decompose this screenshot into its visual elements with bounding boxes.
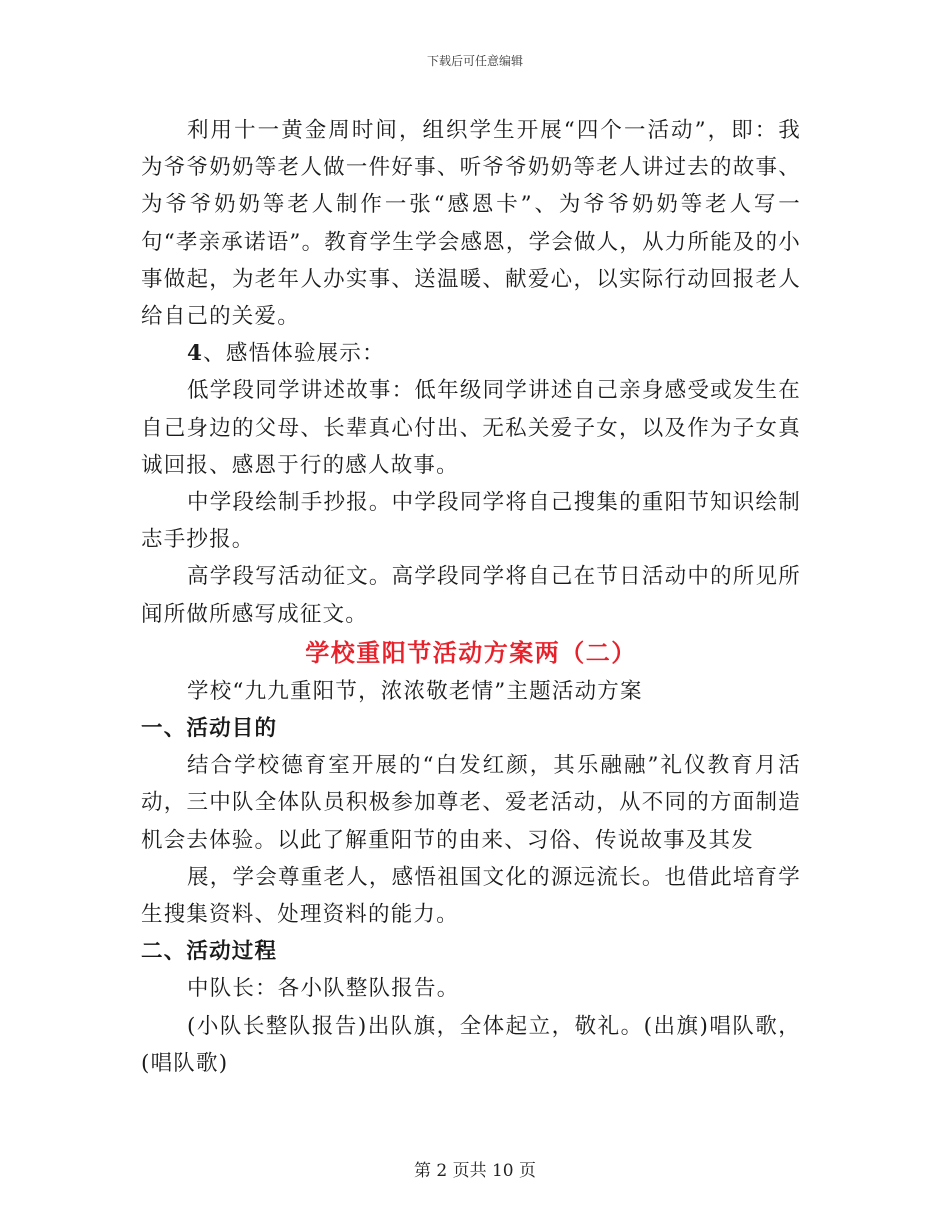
document-title: 学校重阳节活动方案两（二） (305, 637, 637, 667)
paragraph-four-activities: 利用十一黄金周时间，组织学生开展“四个一活动”，即：我为爷爷奶奶等老人做一件好事、听爷爷奶奶等老人讲过去的故事、为爷爷奶奶等老人制作一张“感恩卡”、为爷爷奶奶等老人写一句“孝亲承诺语”。教育学生学会感恩，学会做人，从力所能及的小事做起，为老年人办实事、送温暖、献爱心，以实际行动回报老人给自己的关爱。 (141, 118, 801, 330)
paragraph-low-grade: 低学段同学讲述故事：低年级同学讲述自己亲身感受或发生在自己身边的父母、长辈真心付出、无私关爱子女，以及作为子女真诚回报、感恩于行的感人故事。 (141, 378, 801, 478)
paragraph-theme: 学校“九九重阳节，浓浓敬老情”主题活动方案 (187, 678, 643, 704)
section-heading-4 (141, 335, 801, 372)
section-heading-text: 、感悟体验展示： (203, 341, 385, 367)
page-header: 下载后可任意编辑 (426, 54, 523, 68)
paragraph-high-grade: 高学段写活动征文。高学段同学将自己在节日活动中的所见所闻所做所感写成征文。 (141, 564, 801, 627)
paragraph-purpose-1: 结合学校德育室开展的“白发红颜，其乐融融”礼仪教育月活动，三中队全体队员积极参加尊老、爱老活动，从不同的方面制造机会去体验。以此了解重阳节的由来、习俗、传说故事及其发 (141, 753, 801, 853)
section-number: 4 (187, 341, 204, 367)
heading-process: 二、活动过程 (141, 939, 278, 965)
page-footer: 第 2 页共 10 页 (413, 1161, 537, 1181)
paragraph-captain-report: 中队长：各小队整队报告。 (187, 976, 460, 1002)
heading-purpose: 一、活动目的 (141, 716, 278, 742)
paragraph-purpose-2: 展，学会尊重老人，感悟祖国文化的源远流长。也借此培育学生搜集资料、处理资料的能力。 (141, 864, 801, 928)
paragraph-flag-ceremony: (小队长整队报告)出队旗，全体起立，敬礼。(出旗)唱队歌，(唱队歌) (141, 1013, 801, 1076)
document-body (141, 112, 801, 1082)
paragraph-mid-grade: 中学段绘制手抄报。中学段同学将自己搜集的重阳节知识绘制志手抄报。 (141, 490, 801, 553)
